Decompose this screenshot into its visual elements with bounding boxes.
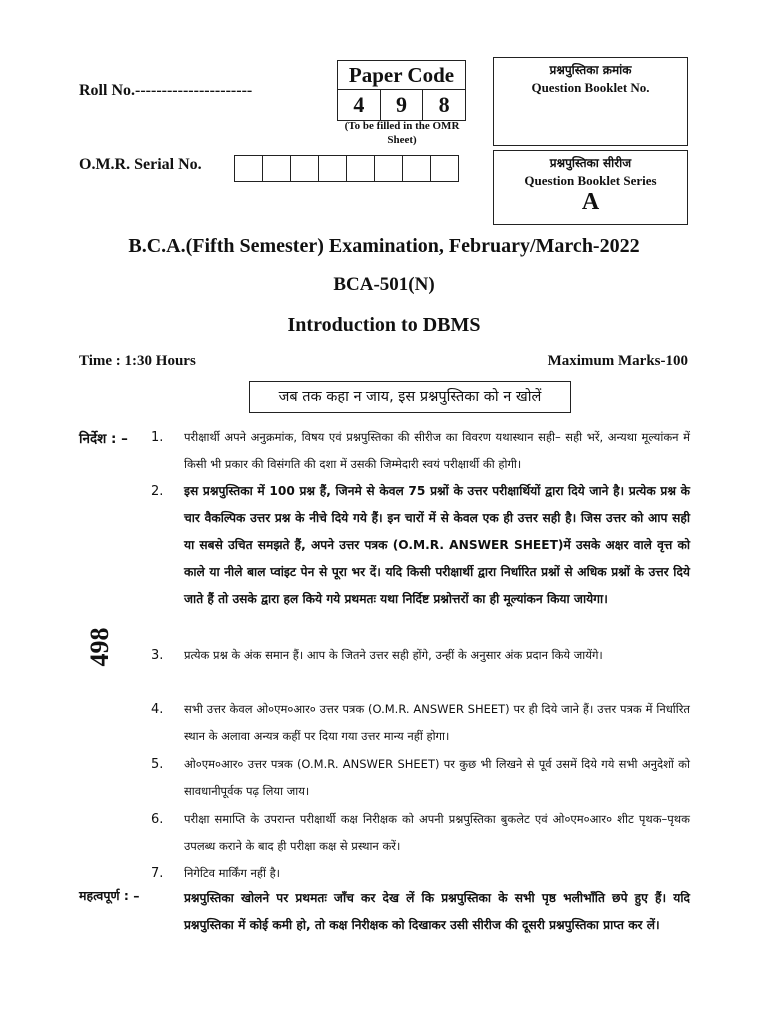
booklet-series-label: Question Booklet Series (524, 173, 657, 188)
instruction-number: 4. (151, 702, 164, 717)
question-booklet-series-box (493, 150, 688, 225)
exam-title: B.C.A.(Fifth Semester) Examination, February/March-2022 (128, 235, 640, 257)
paper-code-heading: BCA-501(N) (333, 274, 435, 295)
omr-serial-boxes (234, 155, 459, 182)
paper-code-title: Paper Code (348, 63, 455, 87)
omr-serial-label: O.M.R. Serial No. (79, 156, 202, 173)
paper-code-digit: 4 (338, 90, 381, 120)
instruction-number: 7. (151, 866, 164, 881)
paper-code-digits (338, 89, 465, 120)
instructions-label: निर्देश : – (79, 431, 128, 447)
max-marks-label: Maximum Marks-100 (547, 353, 688, 369)
booklet-number-label-hindi: प्रश्नपुस्तिका क्रमांक (549, 63, 632, 77)
omr-box (431, 156, 458, 181)
booklet-series-letter: A (581, 189, 600, 215)
instruction-number: 2. (151, 484, 164, 499)
omr-box (235, 156, 263, 181)
instruction-text: परीक्षार्थी अपने अनुक्रमांक, विषय एवं प्रश्नपुस्तिका की सीरीज का विवरण यथास्थान सही– सही भरें, अन्यथा मूल्यांकन में किसी भी प्रकार की विसंगति की दशा में उसकी जिम्मेदारी स्वयं परीक्षार्थी की होगी। (184, 430, 690, 471)
booklet-series-label-hindi: प्रश्नपुस्तिका सीरीज (549, 156, 632, 170)
instruction-number: 3. (151, 648, 164, 663)
instruction-text: प्रत्येक प्रश्न के अंक समान हैं। आप के जितने उत्तर सही होंगे, उन्हीं के अनुसार अंक प्रदान किये जायेंगे। (184, 648, 603, 662)
paper-code-digit: 9 (381, 90, 424, 120)
omr-box (375, 156, 403, 181)
paper-code-digit: 8 (438, 92, 450, 117)
omr-box (319, 156, 347, 181)
subject-title: Introduction to DBMS (287, 314, 481, 336)
omr-box (347, 156, 375, 181)
important-label: महत्वपूर्ण : – (79, 888, 140, 903)
question-booklet-number-box (493, 57, 688, 146)
important-text: प्रश्नपुस्तिका खोलने पर प्रथमतः जाँच कर देख लें कि प्रश्नपुस्तिका के सभी पृष्ठ भलीभाँति छपे हुए हैं। यदि प्रश्नपुस्तिका में कोई कमी हो, तो कक्ष निरीक्षक को दिखाकर उसी सीरीज की दूसरी प्रश्नपुस्तिका प्राप्त कर लें। (184, 891, 690, 932)
omr-box (291, 156, 319, 181)
time-label: Time : 1:30 Hours (79, 353, 196, 369)
instruction-text: इस प्रश्नपुस्तिका में 100 प्रश्न हैं, जिनमे से केवल 75 प्रश्नों के उत्तर परीक्षार्थियों द्वारा दिये जाने है। प्रत्येक प्रश्न के चार वैकल्पिक उत्तर प्रश्न के नीचे दिये गये हैं। इन चारों में से केवल एक ही उत्तर सही है। जिस उत्तर को आप सही या सबसे उचित समझते हैं, अपने उत्तर पत्रक (O.M.R. ANSWER SHEET)में उसके अक्षर वाले वृत्त को काले या नीले बाल प्वांइट पेन से पूरा भर दें। यदि किसी परीक्षार्थी द्वारा निर्धारित प्रश्नों से अधिक प्रश्नों के उत्तर दिये जाते हैं तो उसके द्वारा हल किये गये प्रथमतः यथा निर्दिष्ट प्रश्नोत्तरों का ही मूल्यांकन किया जायेगा। (184, 484, 690, 606)
instruction-number: 1. (151, 430, 164, 445)
paper-code-note: (To be filled in the OMR Sheet) (344, 120, 460, 146)
instruction-text: परीक्षा समाप्ति के उपरान्त परीक्षार्थी कक्ष निरीक्षक को अपनी प्रश्नपुस्तिका बुकलेट एवं ओ०एम०आर० शीट पृथक–पृथक उपलब्ध कराने के बाद ही परीक्षा कक्ष से प्रस्थान करें। (184, 812, 690, 853)
instruction-number: 6. (151, 812, 164, 827)
do-not-open-warning: जब तक कहा न जाय, इस प्रश्नपुस्तिका को न खोलें (249, 381, 571, 413)
omr-box (403, 156, 431, 181)
instruction-number: 5. (151, 757, 164, 772)
paper-code-box (337, 60, 466, 121)
booklet-number-label: Question Booklet No. (531, 80, 650, 95)
instruction-text: निगेटिव मार्किंग नहीं है। (184, 866, 281, 880)
side-paper-code: 498 (85, 627, 114, 667)
instruction-text: सभी उत्तर केवल ओ०एम०आर० उत्तर पत्रक (O.M.R. ANSWER SHEET) पर ही दिये जाने हैं। उत्तर पत्रक में निर्धारित स्थान के अलावा अन्यत्र कहीं पर दिया गया उत्तर मान्य नहीं होगा। (184, 702, 690, 743)
instruction-text: ओ०एम०आर० उत्तर पत्रक (O.M.R. ANSWER SHEET) पर कुछ भी लिखने से पूर्व उसमें दिये गये सभी अनुदेशों को सावधानीपूर्वक पढ़ लिया जाय। (184, 757, 690, 798)
roll-number-label: Roll No.---------------------- (79, 82, 253, 99)
omr-box (263, 156, 291, 181)
